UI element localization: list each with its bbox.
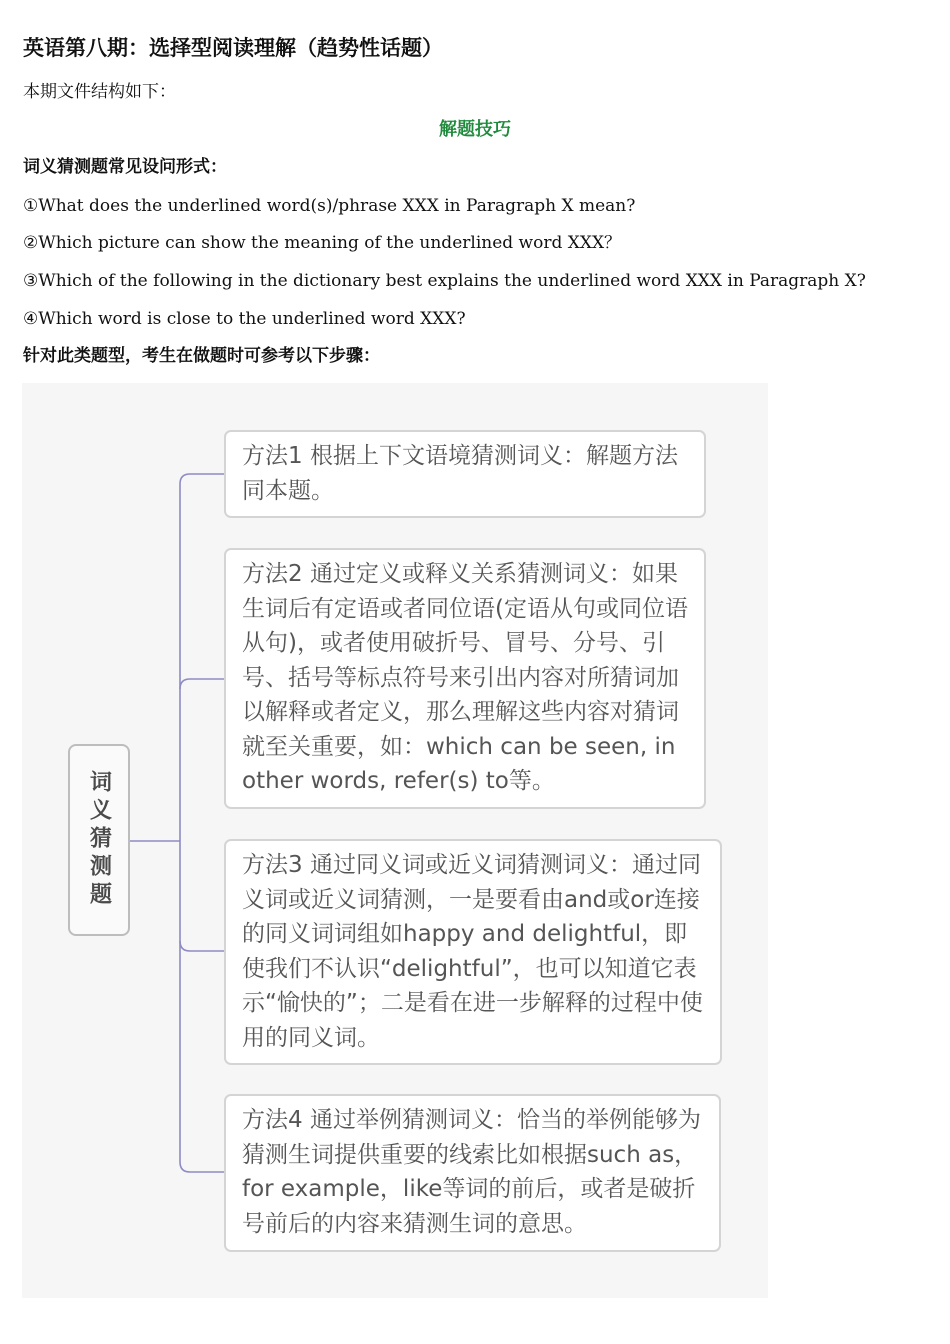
section-heading: 解题技巧: [439, 119, 511, 140]
mind-map-root-node: [68, 744, 130, 936]
question-form-1: ①What does the underlined word(s)/phrase XXX in Paragraph X mean?: [23, 196, 636, 216]
document-title: 英语第八期：选择型阅读理解（趋势性话题）: [23, 36, 443, 60]
trunk-connector: [180, 474, 224, 1172]
method-2-box: 方法2 通过定义或释义关系猜测词义：如果生词后有定语或者同位语(定语从句或同位语从句)，或者使用破折号、冒号、分号、引号、括号等标点符号来引出内容对所猜词加以解释或者定义，那么理解这些内容对猜词就至关重要，如：which can be seen, in other words, refer(s) to等。: [224, 548, 706, 809]
method-3-box: 方法3 通过同义词或近义词猜测词义：通过同义词或近义词猜测，一是要看由and或or连接的同义词词组如happy and delightful，即使我们不认识“delightful”，也可以知道它表示“愉快的”；二是看在进一步解释的过程中使用的同义词。: [224, 839, 722, 1065]
method-1-box: 方法1 根据上下文语境猜测词义：解题方法同本题。: [224, 430, 706, 518]
mind-map-diagram: [22, 383, 768, 1298]
question-form-2: ②Which picture can show the meaning of the underlined word XXX？: [23, 233, 622, 253]
question-form-3: ③Which of the following in the dictionary best explains the underlined word XXX in Paragraph X?: [23, 271, 866, 291]
steps-intro: 针对此类题型，考生在做题时可参考以下步骤：: [23, 346, 380, 366]
intro-text: 本期文件结构如下：: [23, 82, 176, 102]
method-4-box: 方法4 通过举例猜测词义：恰当的举例能够为猜测生词提供重要的线索比如根据such as，for example，like等词的前后，或者是破折号前后的内容来猜测生词的意思。: [224, 1094, 721, 1252]
question-form-4: ④Which word is close to the underlined word XXX?: [23, 309, 466, 329]
question-forms-heading: 词义猜测题常见设问形式：: [23, 157, 227, 177]
branch-connector-3: [180, 941, 224, 951]
root-node-label: 词义猜测题: [86, 770, 112, 910]
branch-connector-2: [180, 679, 224, 689]
